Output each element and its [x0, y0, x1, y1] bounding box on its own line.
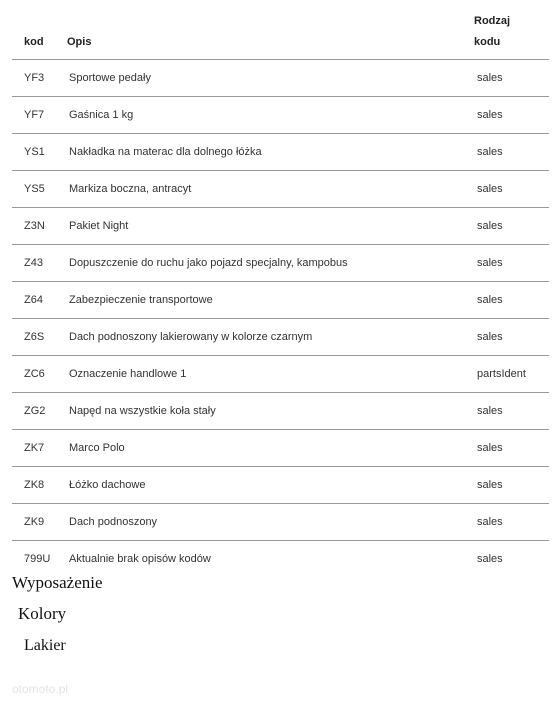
row-description: Napęd na wszystkie koła stały	[57, 393, 466, 430]
row-code-type: sales	[466, 430, 549, 467]
row-code-type: sales	[466, 282, 549, 319]
header-code-type: Rodzaj kodu	[466, 0, 549, 60]
header-description: Opis	[57, 0, 466, 60]
row-code: YS5	[12, 171, 57, 208]
section-title-equipment: Wyposażenie	[12, 573, 103, 592]
table-row	[12, 134, 549, 171]
row-code-type: sales	[466, 504, 549, 541]
row-code-type: sales	[466, 60, 549, 97]
table-body	[12, 60, 549, 578]
row-code-type: sales	[466, 319, 549, 356]
row-description: Oznaczenie handlowe 1	[57, 356, 466, 393]
row-description: Dach podnoszony lakierowany w kolorze czarnym	[57, 319, 466, 356]
row-code: YF3	[12, 60, 57, 97]
row-code: Z6S	[12, 319, 57, 356]
table-row	[12, 171, 549, 208]
table-row	[12, 60, 549, 97]
table-row	[12, 282, 549, 319]
table-row	[12, 541, 549, 578]
row-code-type: sales	[466, 208, 549, 245]
table-row	[12, 393, 549, 430]
row-description: Zabezpieczenie transportowe	[57, 282, 466, 319]
table-header	[12, 0, 549, 60]
equipment-codes-table-wrapper	[12, 0, 549, 577]
row-code-type: sales	[477, 553, 503, 565]
row-code-type: sales	[466, 134, 549, 171]
row-code: Z43	[12, 245, 57, 282]
table-row	[12, 97, 549, 134]
table-row	[12, 208, 549, 245]
row-code: 799U	[24, 553, 51, 565]
row-code: Z64	[12, 282, 57, 319]
watermark-text: otomoto.pl	[12, 682, 69, 696]
table-row	[12, 430, 549, 467]
row-code-type: partsIdent	[466, 356, 549, 393]
row-description: Gaśnica 1 kg	[57, 97, 466, 134]
table-row	[12, 356, 549, 393]
row-code: ZG2	[12, 393, 57, 430]
row-code: ZC6	[12, 356, 57, 393]
row-description: Aktualnie brak opisów kodów	[69, 553, 211, 565]
header-row	[12, 0, 549, 60]
table-row	[12, 504, 549, 541]
row-description: Markiza boczna, antracyt	[57, 171, 466, 208]
row-code: ZK8	[12, 467, 57, 504]
row-code: ZK7	[12, 430, 57, 467]
row-code-type: sales	[466, 467, 549, 504]
table-row	[12, 467, 549, 504]
equipment-codes-table	[12, 0, 549, 577]
table-row	[12, 319, 549, 356]
row-description: Dopuszczenie do ruchu jako pojazd specjalny, kampobus	[57, 245, 466, 282]
row-code: YF7	[12, 97, 57, 134]
header-code: kod	[12, 0, 57, 60]
row-code-type: sales	[466, 97, 549, 134]
row-code: Z3N	[12, 208, 57, 245]
row-description: Marco Polo	[57, 430, 466, 467]
row-description: Łóżko dachowe	[57, 467, 466, 504]
row-description: Dach podnoszony	[57, 504, 466, 541]
row-code: ZK9	[12, 504, 57, 541]
table-row	[12, 245, 549, 282]
row-code: YS1	[12, 134, 57, 171]
row-description: Sportowe pedały	[57, 60, 466, 97]
row-description: Nakładka na materac dla dolnego łóżka	[57, 134, 466, 171]
row-code-type: sales	[466, 393, 549, 430]
row-code-type: sales	[466, 171, 549, 208]
section-title-colors: Kolory	[18, 604, 67, 623]
section-title-paint: Lakier	[24, 637, 66, 654]
row-code-type: sales	[466, 245, 549, 282]
row-description: Pakiet Night	[57, 208, 466, 245]
